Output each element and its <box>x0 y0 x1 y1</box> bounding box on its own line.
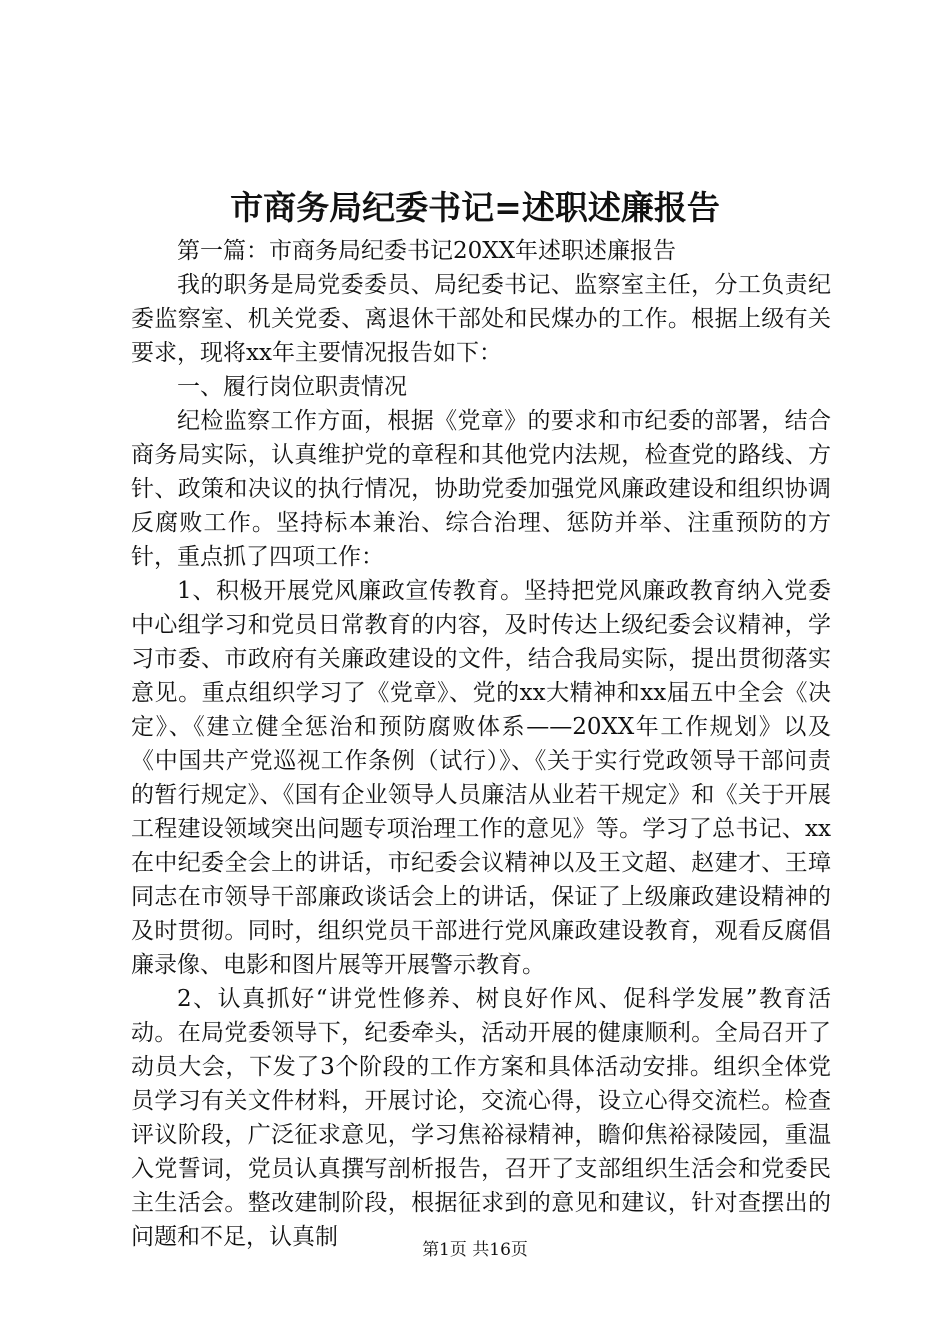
paragraph-item-one: 1、积极开展党风廉政宣传教育。坚持把党风廉政教育纳入党委中心组学习和党员日常教育的内容，及时传达上级纪委会议精神，学习市委、市政府有关廉政建设的文件，结合我局实际，提出贯彻落实意见。重点组织学习了《党章》、党的xx大精神和xx届五中全会《决定》、《建立健全惩治和预防腐败体系——20XX年工作规划》以及《中国共产党巡视工作条例（试行）》、《关于实行党政领导干部问责的暂行规定》、《国有企业领导人员廉洁从业若干规定》和《关于开展工程建设领域突出问题专项治理工作的意见》等。学习了总书记、xx在中纪委全会上的讲话，市纪委会议精神以及王文超、赵建才、王璋同志在市领导干部廉政谈话会上的讲话，保证了上级廉政建设精神的及时贯彻。同时，组织党员干部进行党风廉政建设教育，观看反腐倡廉录像、电影和图片展等开展警示教育。 <box>131 578 831 978</box>
page-footer: 第1页 共16页 <box>422 1240 528 1260</box>
document-body <box>131 234 831 1254</box>
paragraph-section-one: 一、履行岗位职责情况 <box>177 374 407 400</box>
document-title: 市商务局纪委书记=述职述廉报告 <box>230 188 720 227</box>
paragraph-intro: 我的职务是局党委委员、局纪委书记、监察室主任，分工负责纪委监察室、机关党委、离退休干部处和民煤办的工作。根据上级有关要求，现将xx年主要情况报告如下： <box>131 272 831 366</box>
paragraph-heading-part-one: 第一篇：市商务局纪委书记20XX年述职述廉报告 <box>177 238 677 264</box>
paragraph-item-two: 2、认真抓好“讲党性修养、树良好作风、促科学发展”教育活动。在局党委领导下，纪委牵头，活动开展的健康顺利。全局召开了动员大会，下发了3个阶段的工作方案和具体活动安排。组织全体党员学习有关文件材料，开展讨论，交流心得，设立心得交流栏。检查评议阶段，广泛征求意见，学习焦裕禄精神，瞻仰焦裕禄陵园，重温入党誓词，党员认真撰写剖析报告，召开了支部组织生活会和党委民主生活会。整改建制阶段，根据征求到的意见和建议，针对查摆出的问题和不足，认真制 <box>131 986 831 1250</box>
paragraph-discipline-work: 纪检监察工作方面，根据《党章》的要求和市纪委的部署，结合商务局实际，认真维护党的章程和其他党内法规，检查党的路线、方针、政策和决议的执行情况，协助党委加强党风廉政建设和组织协调反腐败工作。坚持标本兼治、综合治理、惩防并举、注重预防的方针，重点抓了四项工作： <box>131 408 831 570</box>
